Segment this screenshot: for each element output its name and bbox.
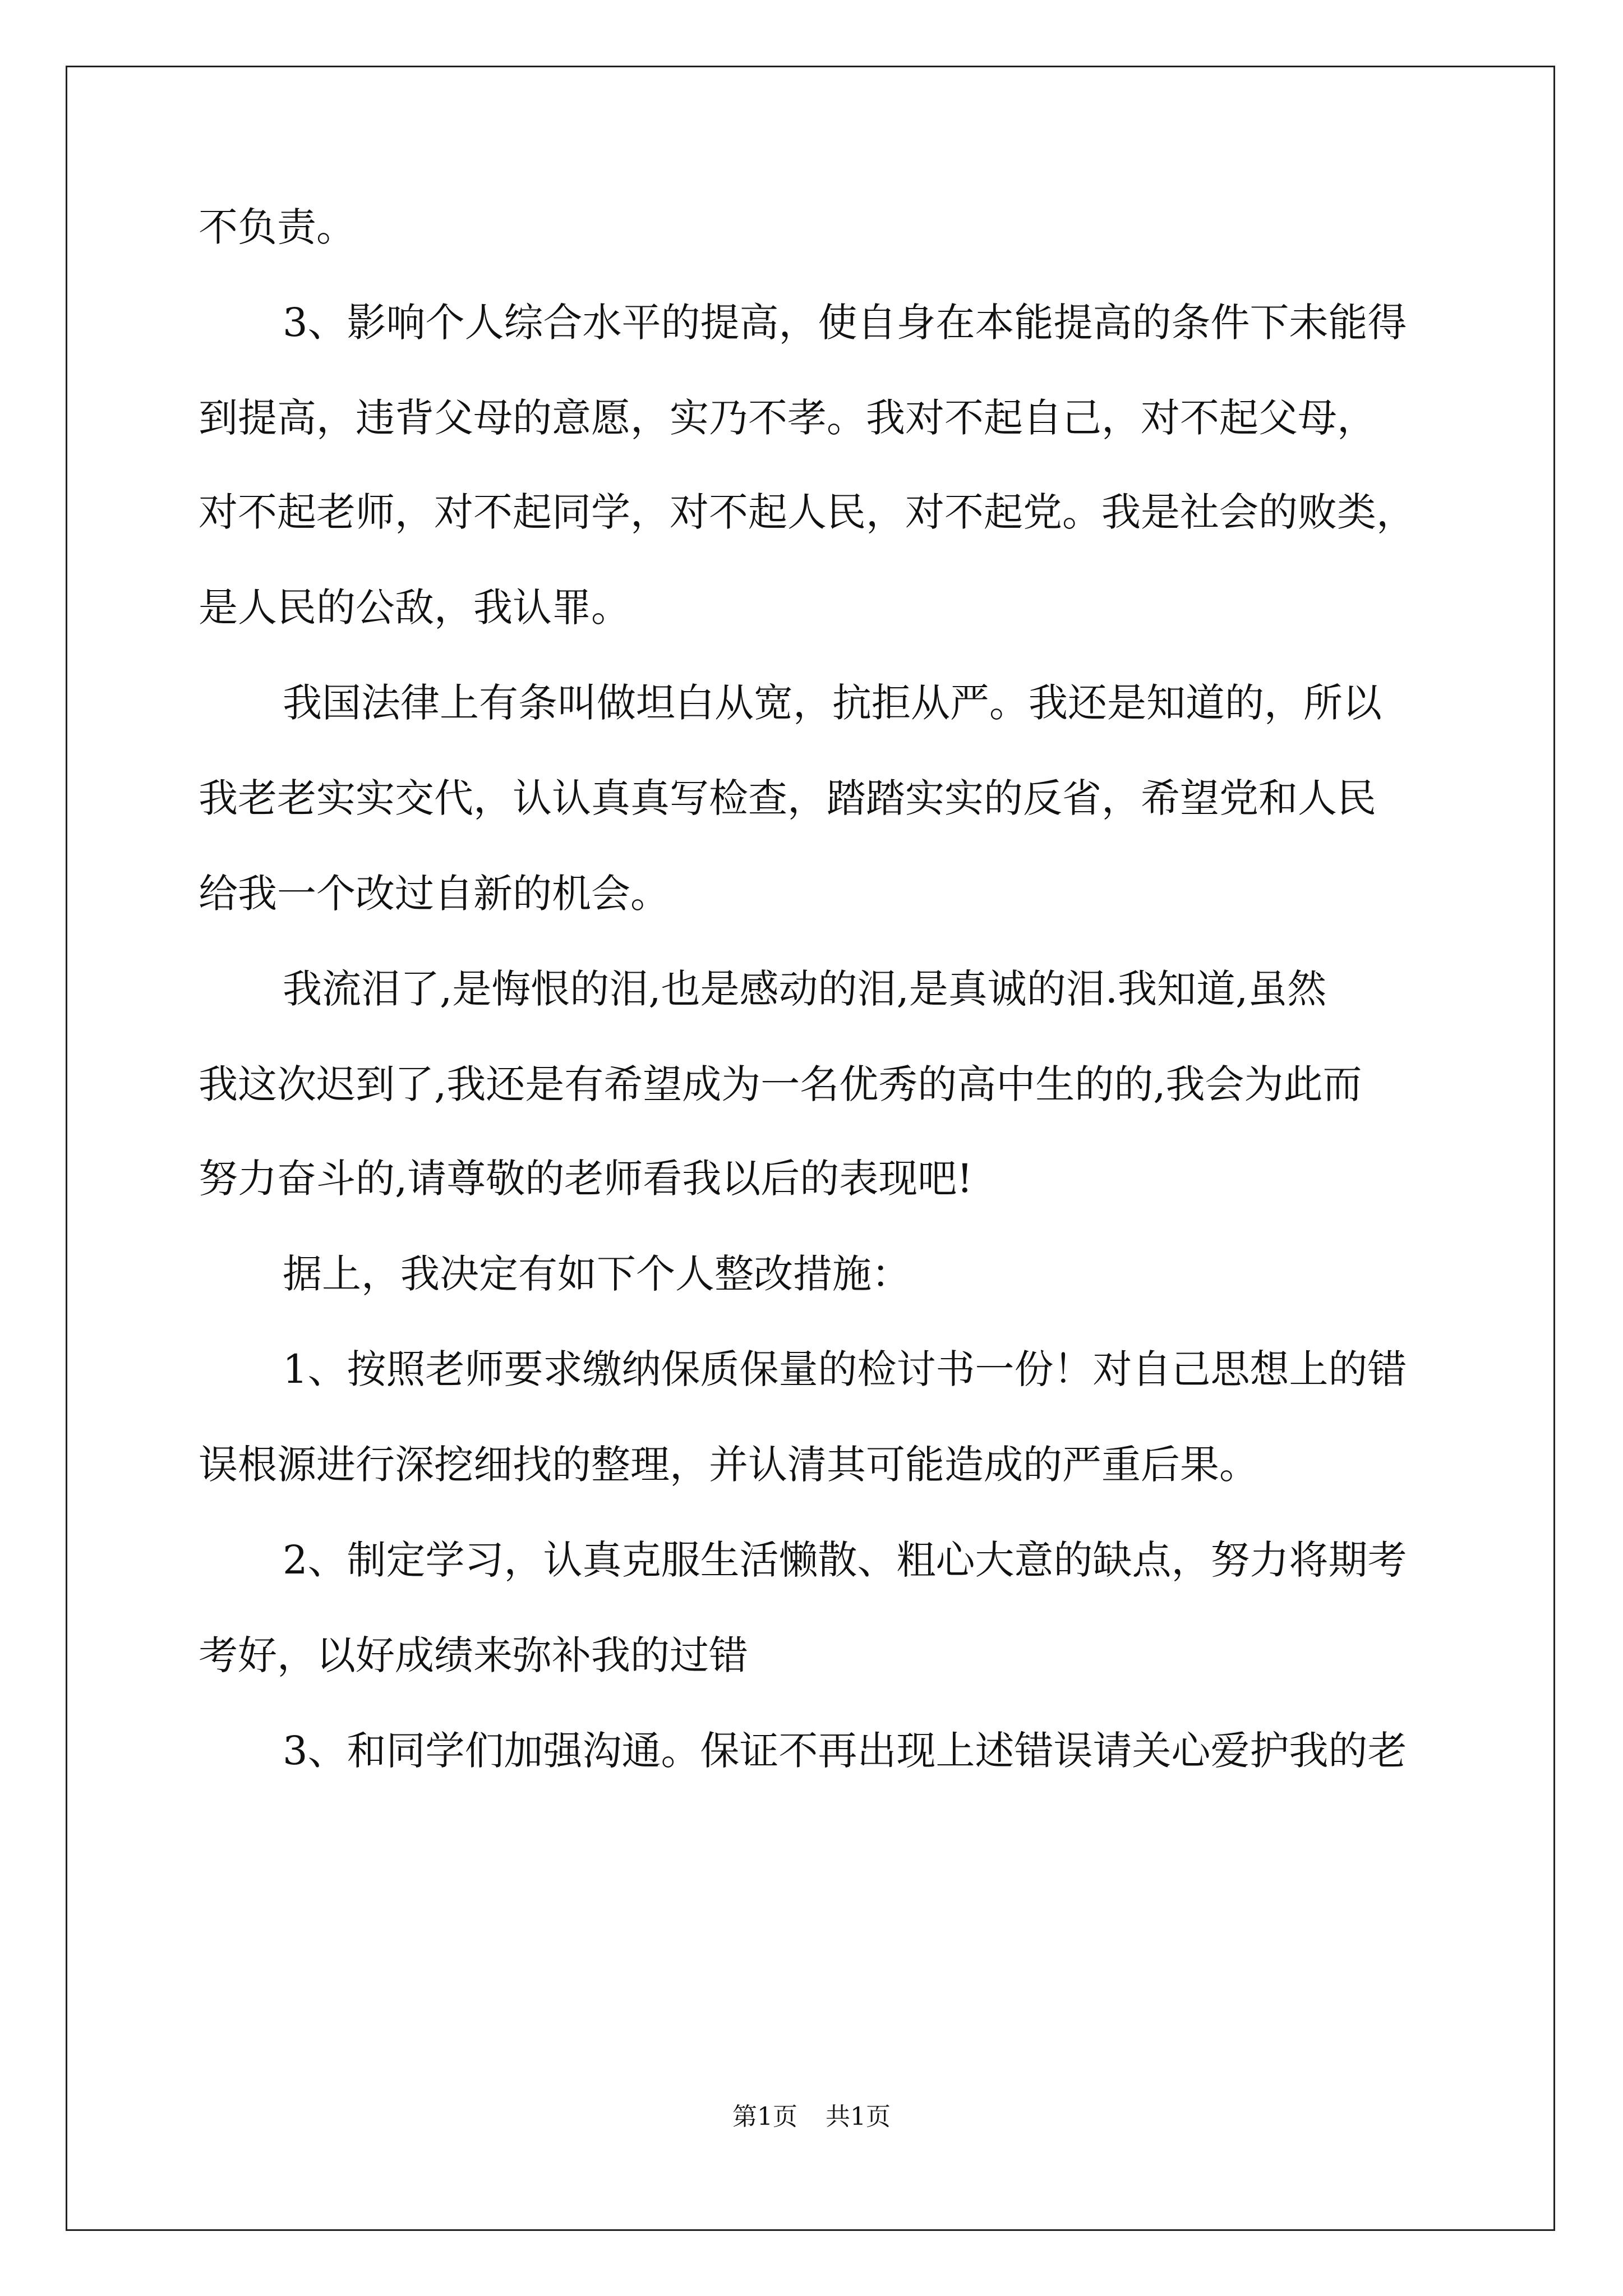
- paragraph-start-line: 3、影响个人综合水平的提高，使自身在本能提高的条件下未能得: [283, 300, 1407, 346]
- page-footer: [0, 2096, 1623, 2132]
- text-line: 考好，以好成绩来弥补我的过错: [199, 1632, 748, 1678]
- page-number: 第1页: [732, 2102, 797, 2131]
- paragraph-start-line: 2、制定学习，认真克服生活懒散、粗心大意的缺点，努力将期考: [283, 1537, 1407, 1583]
- page-total: 共1页: [826, 2102, 891, 2131]
- paragraph-start-line: 1、按照老师要求缴纳保质保量的检讨书一份！对自己思想上的错: [283, 1346, 1407, 1392]
- text-line: 我这次迟到了,我还是有希望成为一名优秀的高中生的的,我会为此而: [199, 1061, 1362, 1107]
- text-line: 到提高，违背父母的意愿，实乃不孝。我对不起自己，对不起父母，: [199, 395, 1376, 441]
- text-line: 是人民的公敌，我认罪。: [199, 585, 630, 631]
- text-line: 误根源进行深挖细找的整理，并认清其可能造成的严重后果。: [199, 1442, 1258, 1488]
- page-border: [66, 66, 1555, 2231]
- paragraph-start-line: 我流泪了,是悔恨的泪,也是感动的泪,是真诚的泪.我知道,虽然: [283, 966, 1327, 1012]
- text-line: 给我一个改过自新的机会。: [199, 871, 670, 917]
- paragraph-start-line: 3、和同学们加强沟通。保证不再出现上述错误请关心爱护我的老: [283, 1728, 1407, 1774]
- text-line: 努力奋斗的,请尊敬的老师看我以后的表现吧!: [199, 1156, 973, 1202]
- text-line: 对不起老师，对不起同学，对不起人民，对不起党。我是社会的败类，: [199, 489, 1415, 535]
- text-line: 我老老实实交代，认认真真写检查，踏踏实实的反省，希望党和人民: [199, 775, 1376, 821]
- paragraph-start-line: 我国法律上有条叫做坦白从宽，抗拒从严。我还是知道的，所以: [283, 680, 1382, 726]
- text-line: 不负责。: [199, 204, 356, 250]
- paragraph-start-line: 据上，我决定有如下个人整改措施：: [283, 1251, 911, 1297]
